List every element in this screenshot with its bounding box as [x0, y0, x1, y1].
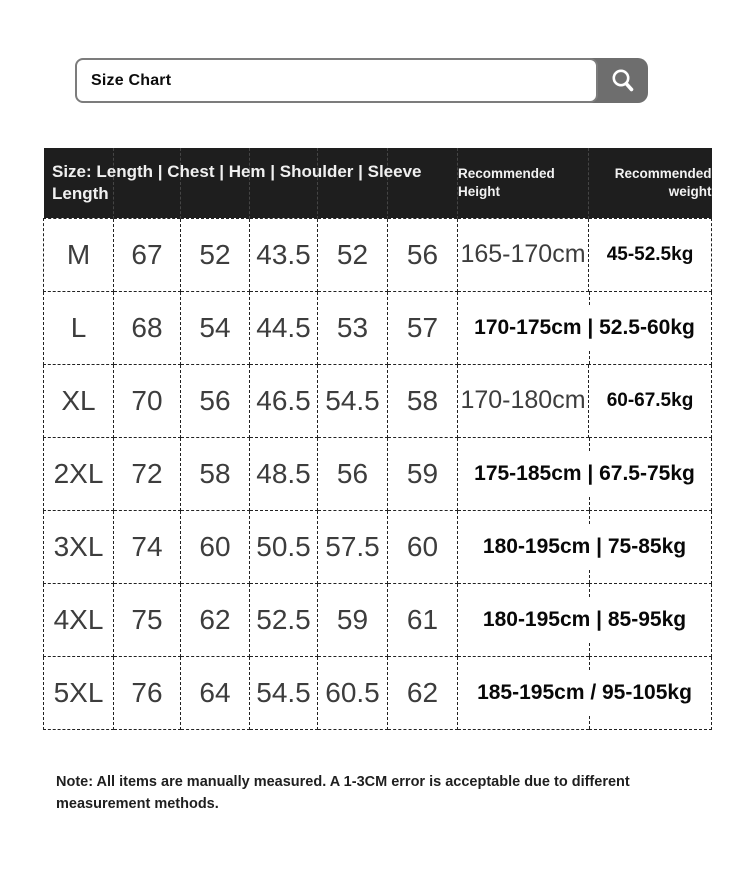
table-header-row [44, 148, 712, 218]
cell-size: 5XL [44, 656, 114, 729]
cell-chest: 54 [181, 291, 250, 364]
header-length-col [114, 148, 181, 218]
cell-shoulder: 57.5 [318, 510, 388, 583]
header-chest-col [181, 148, 250, 218]
cell-shoulder: 59 [318, 583, 388, 656]
table-row [44, 437, 712, 510]
table-row [44, 364, 712, 437]
cell-sleeve: 62 [388, 656, 458, 729]
header-size-col [44, 148, 114, 218]
table-header-main: Size: Length | Chest | Hem | Shoulder | Sleeve Length [52, 161, 422, 203]
cell-size: 4XL [44, 583, 114, 656]
header-shoulder-col [318, 148, 388, 218]
cell-hem: 46.5 [250, 364, 318, 437]
cell-size: 3XL [44, 510, 114, 583]
cell-size: 2XL [44, 437, 114, 510]
header-sleeve-col [388, 148, 458, 218]
cell-length: 68 [114, 291, 181, 364]
table-row [44, 291, 712, 364]
cell-hem: 44.5 [250, 291, 318, 364]
cell-shoulder: 54.5 [318, 364, 388, 437]
cell-sleeve: 58 [388, 364, 458, 437]
table-row [44, 656, 712, 729]
cell-sleeve: 59 [388, 437, 458, 510]
cell-height-weight: 180-195cm | 85-95kg [458, 583, 712, 656]
cell-length: 76 [114, 656, 181, 729]
cell-sleeve: 60 [388, 510, 458, 583]
cell-shoulder: 53 [318, 291, 388, 364]
cell-shoulder: 60.5 [318, 656, 388, 729]
cell-size: L [44, 291, 114, 364]
search-input-value: Size Chart [91, 71, 172, 89]
cell-weight: 60-67.5kg [589, 364, 712, 437]
table-row [44, 218, 712, 291]
header-recommended-weight: Recommended weight [589, 148, 712, 218]
cell-height-weight: 170-175cm | 52.5-60kg [458, 291, 712, 364]
cell-chest: 60 [181, 510, 250, 583]
cell-height: 165-170cm [458, 218, 589, 291]
cell-chest: 62 [181, 583, 250, 656]
cell-sleeve: 56 [388, 218, 458, 291]
cell-size: XL [44, 364, 114, 437]
header-hem-col [250, 148, 318, 218]
cell-chest: 52 [181, 218, 250, 291]
cell-sleeve: 57 [388, 291, 458, 364]
cell-height-weight: 185-195cm / 95-105kg [458, 656, 712, 729]
measurement-note: Note: All items are manually measured. A 1-3CM error is acceptable due to different measurement methods. [56, 774, 630, 812]
cell-size: M [44, 218, 114, 291]
search-bar [75, 58, 648, 103]
cell-chest: 56 [181, 364, 250, 437]
cell-height-weight: 175-185cm | 67.5-75kg [458, 437, 712, 510]
cell-length: 70 [114, 364, 181, 437]
cell-hem: 52.5 [250, 583, 318, 656]
cell-length: 75 [114, 583, 181, 656]
table-row [44, 510, 712, 583]
cell-hem: 43.5 [250, 218, 318, 291]
search-button[interactable] [598, 58, 648, 103]
cell-weight: 45-52.5kg [589, 218, 712, 291]
cell-length: 67 [114, 218, 181, 291]
cell-hem: 50.5 [250, 510, 318, 583]
cell-shoulder: 52 [318, 218, 388, 291]
cell-hem: 48.5 [250, 437, 318, 510]
cell-chest: 58 [181, 437, 250, 510]
cell-length: 72 [114, 437, 181, 510]
cell-hem: 54.5 [250, 656, 318, 729]
cell-sleeve: 61 [388, 583, 458, 656]
search-input[interactable] [75, 58, 598, 103]
cell-height: 170-180cm [458, 364, 589, 437]
cell-height-weight: 180-195cm | 75-85kg [458, 510, 712, 583]
cell-length: 74 [114, 510, 181, 583]
table-row [44, 583, 712, 656]
cell-chest: 64 [181, 656, 250, 729]
header-recommended-height: Recommended Height [458, 148, 589, 218]
cell-shoulder: 56 [318, 437, 388, 510]
magnifier-icon [608, 66, 638, 96]
size-chart-table [43, 148, 711, 730]
